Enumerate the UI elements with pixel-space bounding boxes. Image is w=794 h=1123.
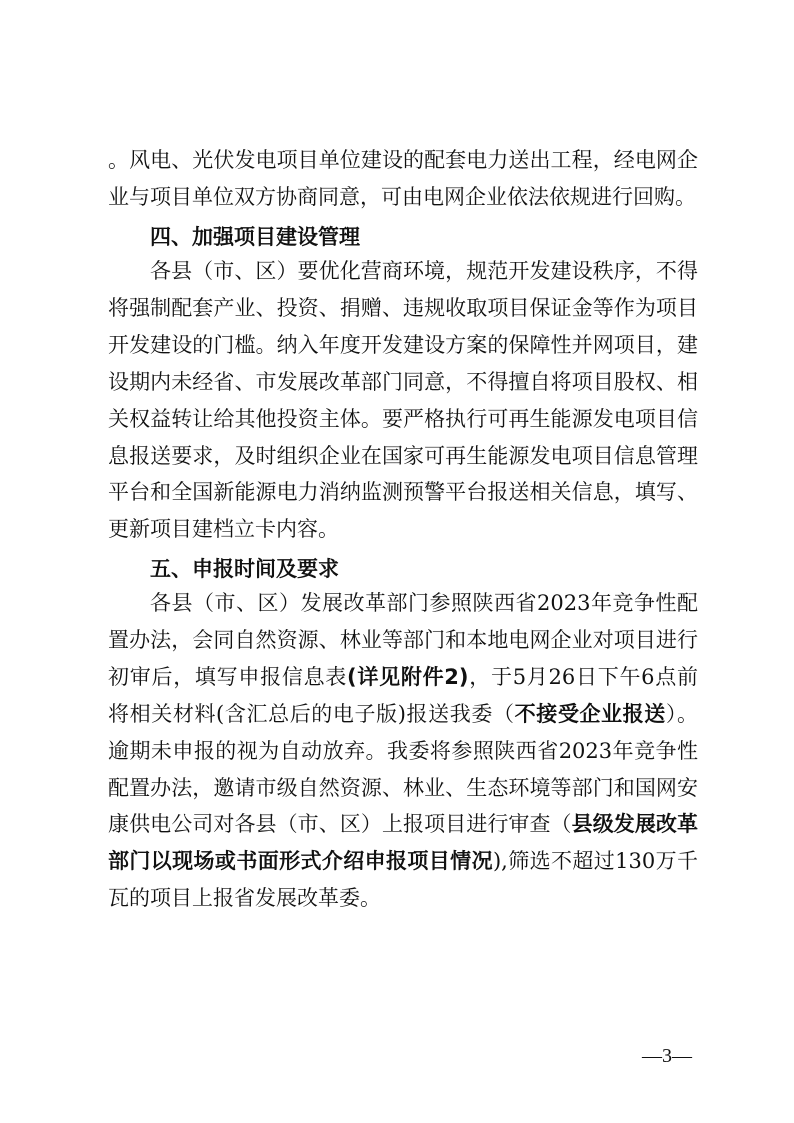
county-presentation-note: 县级发展改革部门以现场或书面形式介绍申报项目情况 bbox=[108, 812, 699, 874]
section-5-text-1: 各县（市、区）发展改革部门参照陕西省2023年竞争性配置办法，会同自然资源、林业等部门和本地电网企业对项目进行初审后，填写申报信息表 bbox=[108, 591, 698, 689]
section-4-heading: 四、加强项目建设管理 bbox=[150, 225, 360, 249]
section-5-text-3: ）。逾期未申报的视为自动放弃。我委将参照陕西省2023年竞争性配置办法，邀请市级自然资源、林业、生态环境等部门和国网安康供电公司对各县（市、区）上报项目进行审查（ bbox=[108, 701, 699, 837]
section-5-text-4: ),筛选不超过130万千瓦的项目上报省发展改革委。 bbox=[108, 849, 699, 911]
attachment-reference: (详见附件2) bbox=[347, 664, 469, 689]
no-enterprise-submission-note: 不接受企业报送 bbox=[514, 701, 666, 726]
section-5-text-2: ，于5月26日下午6点前将相关材料(含汇总后的电子版)报送我委（ bbox=[108, 664, 698, 726]
section-4-body: 各县（市、区）要优化营商环境，规范开发建设秩序，不得将强制配套产业、投资、捐赠、违规收取项目保证金等作为项目开发建设的门槛。纳入年度开发建设方案的保障性并网项目，建设期内未经省、市发展改革部门同意，不得擅自将项目股权、相关权益转让给其他投资主体。要严格执行可再生能源发电项目信息报送要求，及时组织企业在国家可再生能源发电项目信息管理平台和全国新能源电力消纳监测预警平台报送相关信息，填写、更新项目建档立卡内容。 bbox=[108, 259, 698, 542]
paragraph-continued: 。风电、光伏发电项目单位建设的配套电力送出工程，经电网企业与项目单位双方协商同意，可由电网企业依法依规进行回购。 bbox=[108, 148, 698, 209]
page-number: —3— bbox=[642, 1045, 692, 1067]
section-5-body bbox=[108, 585, 698, 917]
section-5-heading: 五、申报时间及要求 bbox=[150, 557, 339, 581]
